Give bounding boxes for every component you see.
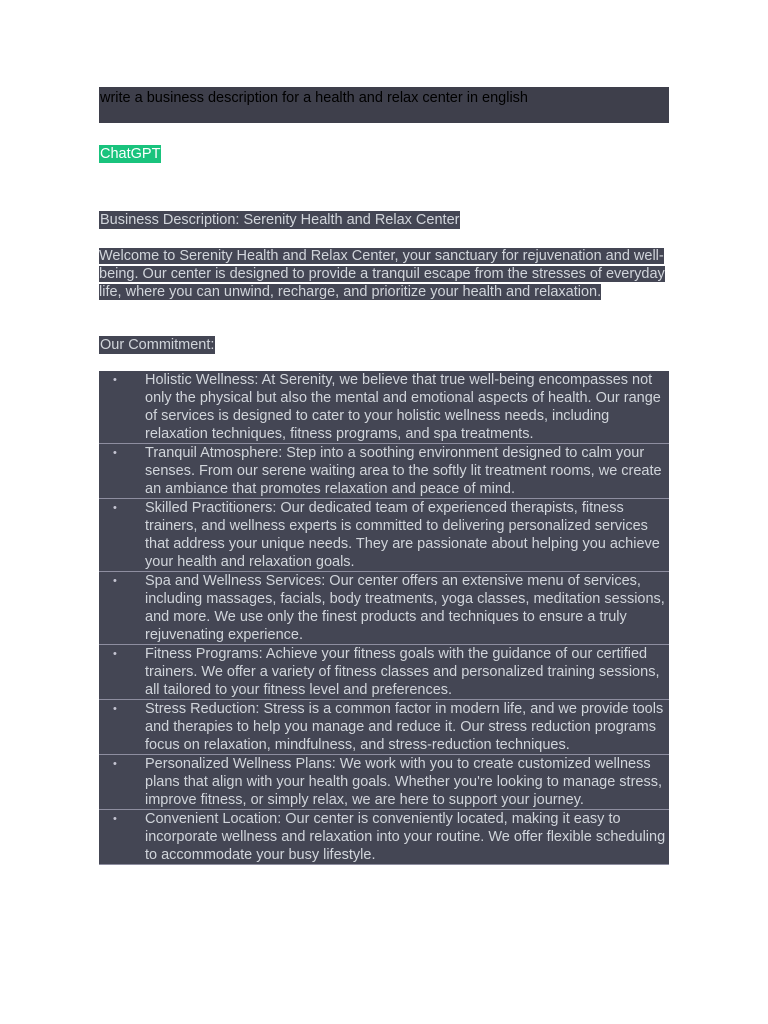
bullet-icon: • xyxy=(113,648,117,660)
response-heading xyxy=(99,211,460,229)
list-item xyxy=(99,700,669,755)
bullet-icon: • xyxy=(113,703,117,715)
list-item xyxy=(99,499,669,572)
list-item-text: Stress Reduction: Stress is a common factor in modern life, and we provide tools and therapies to help you manage and reduce it. Our stress reduction programs focus on relaxation, mindfulness, and stress-reduction techniques. xyxy=(145,701,664,753)
response-heading-text: Business Description: Serenity Health and Relax Center xyxy=(100,212,460,228)
list-item-text: Tranquil Atmosphere: Step into a soothing environment designed to calm your senses. From our serene waiting area to the softly lit treatment rooms, we create an ambiance that promotes relaxation and peace of mind. xyxy=(145,445,662,497)
list-item-text: Fitness Programs: Achieve your fitness goals with the guidance of our certified trainers. We offer a variety of fitness classes and personalized training sessions, all tailored to your fitness level and preferences. xyxy=(145,646,660,698)
intro-paragraph xyxy=(99,247,669,301)
list-item xyxy=(99,810,669,865)
assistant-label: ChatGPT xyxy=(100,146,161,162)
bullet-icon: • xyxy=(113,447,117,459)
commitment-heading xyxy=(99,336,215,354)
bullet-icon: • xyxy=(113,813,117,825)
list-item-text: Personalized Wellness Plans: We work with you to create customized wellness plans that align with your health goals. Whether you're looking to manage stress, improve fitness, or simply relax, we are here to support your journey. xyxy=(145,756,663,808)
list-item xyxy=(99,645,669,700)
list-item-text: Spa and Wellness Services: Our center offers an extensive menu of services, including massages, facials, body treatments, yoga classes, meditation sessions, and more. We use only the finest products and techniques to ensure a truly rejuvenating experience. xyxy=(145,573,665,643)
bullet-icon: • xyxy=(113,575,117,587)
commitment-list xyxy=(99,371,669,865)
list-item xyxy=(99,444,669,499)
commitment-heading-text: Our Commitment: xyxy=(100,337,215,353)
user-prompt: write a business description for a health and relax center in english xyxy=(99,87,669,123)
bullet-icon: • xyxy=(113,758,117,770)
list-item-text: Convenient Location: Our center is conveniently located, making it easy to incorporate wellness and relaxation into your routine. We offer flexible scheduling to accommodate your busy lifestyle. xyxy=(145,811,666,863)
list-item-text: Skilled Practitioners: Our dedicated team of experienced therapists, fitness trainers, and wellness experts is committed to delivering personalized services that address your unique needs. They are passionate about helping you achieve your health and relaxation goals. xyxy=(145,500,660,570)
bullet-icon: • xyxy=(113,502,117,514)
intro-text: Welcome to Serenity Health and Relax Center, your sanctuary for rejuvenation and well-being. Our center is designed to provide a tranquil escape from the stresses of everyday life, where you can unwind, recharge, and prioritize your health and relaxation. xyxy=(99,248,665,300)
list-item xyxy=(99,371,669,444)
bullet-icon: • xyxy=(113,374,117,386)
list-item xyxy=(99,755,669,810)
list-item-text: Holistic Wellness: At Serenity, we believe that true well-being encompasses not only the physical but also the mental and emotional aspects of health. Our range of services is designed to cater to your holistic wellness needs, including relaxation techniques, fitness programs, and spa treatments. xyxy=(145,372,661,442)
list-item xyxy=(99,572,669,645)
